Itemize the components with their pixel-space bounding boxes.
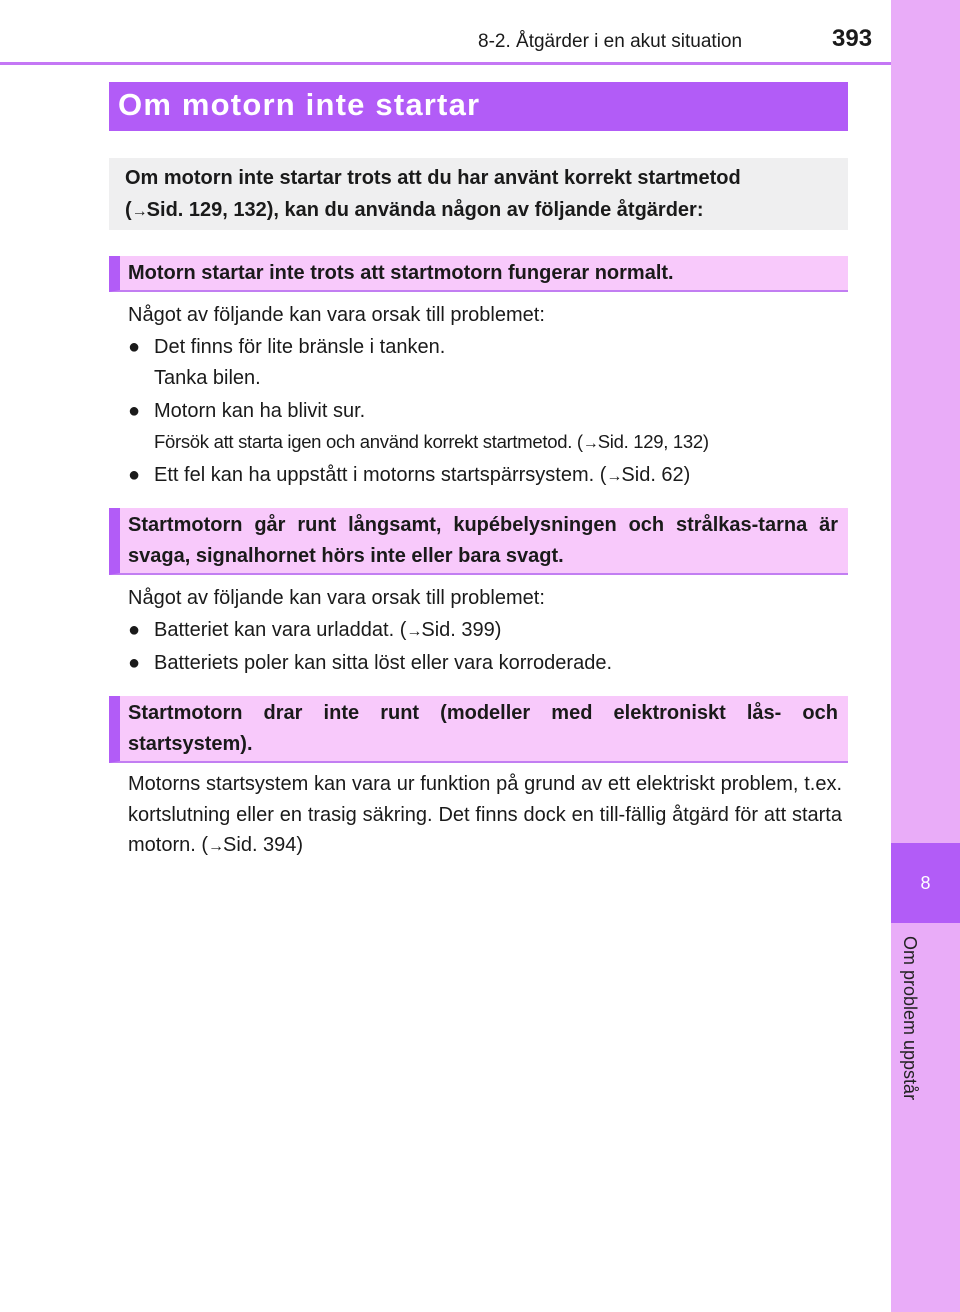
section-1-heading: Motorn startar inte trots att startmotorn fungerar normalt. (109, 256, 848, 292)
section-1-item-1: ● Det finns för lite bränsle i tanken. (128, 332, 445, 362)
section-2-item-1: ● Batteriet kan vara urladdat. (→Sid. 399) (128, 615, 501, 647)
page-ref: Sid. 399) (421, 619, 502, 641)
section-2-heading: Startmotorn går runt långsamt, kupébelysningen och strålkas-tarna är svaga, signalhornet hörs inte eller bara svagt. (109, 508, 848, 575)
page-ref: Sid. 394) (223, 834, 304, 856)
intro-line-2: (→Sid. 129, 132), kan du använda någon av följande åtgärder: (125, 199, 704, 221)
arrow-icon: → (208, 838, 224, 855)
arrow-icon: → (606, 468, 622, 485)
section-1-item-2-action: Försök att starta igen och använd korrekt startmetod. (→Sid. 129, 132) (154, 431, 709, 452)
intro-line-1: Om motorn inte startar trots att du har använt korrekt startmetod (125, 167, 741, 189)
section-2-lead: Något av följande kan vara orsak till problemet: (128, 587, 545, 609)
section-3-paragraph: Motorns startsystem kan vara ur funktion på grund av ett elektriskt problem, t.ex. kortslutning eller en trasig säkring. Det finns dock en till-fällig åtgärd för att starta motorn. (→Sid. 394) (128, 773, 842, 856)
bullet-icon: ● (128, 336, 141, 358)
section-1-item-1-action: Tanka bilen. (154, 367, 261, 389)
chapter-label: Om problem uppstår (900, 936, 920, 1101)
page-ref: Sid. 62) (621, 464, 691, 486)
chapter-number: 8 (920, 872, 931, 893)
bullet-icon: ● (128, 619, 141, 641)
arrow-icon: → (406, 623, 422, 640)
page-title: Om motorn inte startar (109, 82, 848, 131)
page-number: 393 (832, 25, 873, 52)
bullet-icon: ● (128, 652, 141, 674)
bullet-icon: ● (128, 464, 141, 486)
arrow-icon: → (131, 203, 147, 220)
section-2-item-2: ● Batteriets poler kan sitta löst eller vara korroderade. (128, 648, 612, 678)
section-3-heading: Startmotorn drar inte runt (modeller med elektroniskt lås- och startsystem). (109, 696, 848, 763)
arrow-icon: → (582, 435, 598, 452)
section-1-item-2: ● Motorn kan ha blivit sur. (128, 396, 365, 426)
page-ref: Sid. 129, 132) (597, 431, 709, 452)
header-rule (0, 62, 891, 65)
bullet-icon: ● (128, 400, 141, 422)
section-1-lead: Något av följande kan vara orsak till problemet: (128, 304, 545, 326)
section-1-item-3: ● Ett fel kan ha uppstått i motorns startspärrsystem. (→Sid. 62) (128, 460, 690, 492)
header-section-title: 8-2. Åtgärder i en akut situation (478, 31, 743, 52)
chapter-number-tab (891, 843, 960, 923)
intro-box (109, 158, 848, 230)
intro-page-ref: Sid. 129, 132), kan du använda någon av följande åtgärder: (146, 199, 704, 221)
